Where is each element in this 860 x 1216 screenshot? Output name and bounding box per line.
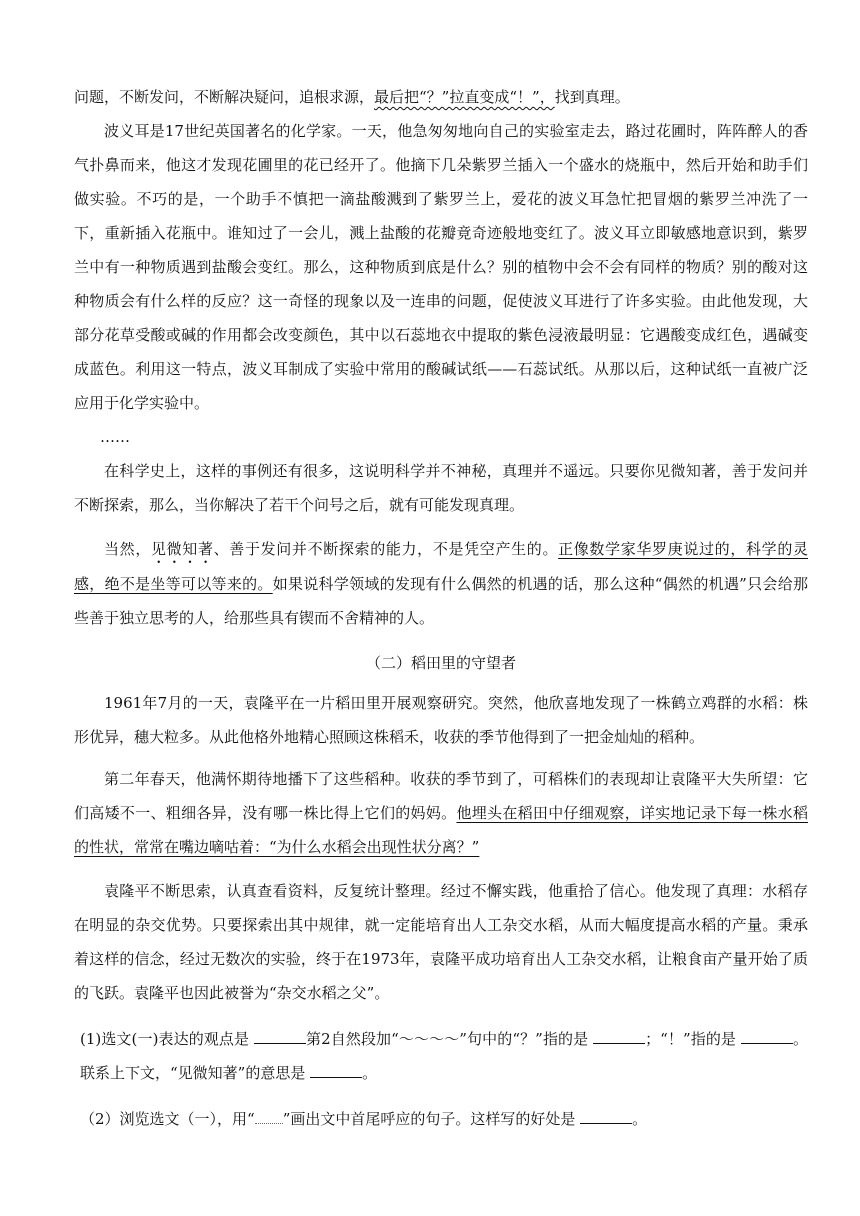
q2-text-c: 。 — [632, 1110, 648, 1128]
q2-text-a: （2）浏览选文（一），用“ — [80, 1110, 255, 1128]
q1-text-c: ；“！”指的是 — [645, 1030, 737, 1048]
paragraph-boyle: 波义耳是17世纪英国著名的化学家。一天，他急匆匆地向自己的实验室走去，路过花圃时，阵阵醉人的香气扑鼻而来，他这才发现花圃里的花已经开了。他摘下几朵紫罗兰插入一个盛水的烧瓶中，然后开始和助手们做实验。不巧的是，一个助手不慎把一滴盐酸溅到了紫罗兰上，爱花的波义耳急忙把冒烟的紫罗兰冲洗了一下，重新插入花瓶中。谁知过了一会儿，溅上盐酸的花瓣竟奇迹般地变红了。波义耳立即敏感地意识到，紫罗兰中有一种物质遇到盐酸会变红。那么，这种物质到底是什么？别的植物中会不会有同样的物质？别的酸对这种物质会有什么样的反应？这一奇怪的现象以及一连串的问题，促使波义耳进行了许多实验。由此他发现，大部分花草受酸或碱的作用都会改变颜色，其中以石蕊地衣中提取的紫色浸液最明显：它遇酸变成红色，遇碱变成蓝色。利用这一特点，波义耳制成了实验中常用的酸碱试纸——石蕊试纸。从那以后，这种试纸一直被广泛应用于化学实验中。 — [74, 122, 808, 412]
q1-text-b: 第2自然段加“～～～～”句中的“？”指的是 — [305, 1030, 589, 1048]
dotted-line-mark — [255, 1111, 283, 1124]
p6-text-a: 第二年春天，他满怀期待地播下了这些稻种。收获的季节到了，可稻株们的表现却让袁隆平大失所望：它们高矮不一、粗细各异，没有哪一株比得上它们的妈妈。 — [74, 770, 808, 822]
p1-wavy-underlined: 最后把“？”拉直变成“！”， — [374, 88, 555, 106]
p1-text-a: 问题，不断发问，不断解决疑问，追根求源， — [74, 88, 375, 106]
p4-text-e: 如果说科学领域的发现有什么偶然的机遇的话，那么这种“偶然的机遇”只会给那些善于独立思考的人，给那些具有锲而不舍精神的人。 — [74, 575, 808, 627]
q2-text-b: ”画出文中首尾呼应的句子。这样写的好处是 — [282, 1110, 576, 1128]
answer-blank[interactable] — [310, 1063, 362, 1078]
answer-blank[interactable] — [593, 1029, 645, 1044]
q1-text-d: 。联系上下文，“见微知著”的意思是 — [80, 1030, 808, 1082]
paragraph-yuan-3: 袁隆平不断思索，认真查看资料，反复统计整理。经过不懈实践，他重拾了信心。他发现了真理：水稻存在明显的杂交优势。只要探索出其中规律，就一定能培育出人工杂交水稻，从而大幅度提高水稻的产量。秉承着这样的信念，经过无数次的实验，终于在1973年，袁隆平成功培育出人工杂交水稻，让粮食亩产量开始了质的飞跃。袁隆平也因此被誉为“杂交水稻之父”。 — [74, 882, 808, 1002]
answer-blank[interactable] — [254, 1029, 306, 1044]
question-2 — [80, 1102, 808, 1136]
answer-blank[interactable] — [741, 1029, 793, 1044]
section-title: （二）稻田里的守望者 — [365, 654, 516, 672]
q1-text-e: 。 — [362, 1064, 378, 1082]
p4-text-c: 、善于发问并不断探索的能力，不是凭空产生的。 — [213, 540, 559, 558]
ellipsis: …… — [100, 428, 130, 446]
p1-text-c: 找到真理。 — [554, 88, 630, 106]
paragraph-yuan-1: 1961年7月的一天，袁隆平在一片稻田里开展观察研究。突然，他欣喜地发现了一株鹤立鸡群的水稻：株形优异，穗大粒多。从此他格外地精心照顾这株稻禾，收获的季节他得到了一把金灿灿的稻种。 — [74, 694, 808, 746]
p6-underlined: 他埋头在稻田中仔细观察，详实地记录下每一株水稻的性状，常常在嘴边嘀咕着：“为什么水稻会出现性状分离？” — [74, 804, 808, 856]
answer-blank[interactable] — [580, 1109, 632, 1124]
paragraph-yuan-2 — [74, 762, 808, 864]
q1-text-a: (1)选文(一)表达的观点是 — [80, 1030, 250, 1048]
paragraph-conclusion — [74, 532, 808, 635]
p4-underlined-quote: 正像数学家华罗庚说过的，科学的灵感，绝不是坐等可以等来的。 — [74, 540, 808, 593]
paragraph-science-history: 在科学史上，这样的事例还有很多，这说明科学并不神秘，真理并不遥远。只要你见微知著，善于发问并不断探索，那么，当你解决了若干个问号之后，就有可能发现真理。 — [74, 462, 808, 514]
p4-text-a: 当然， — [104, 540, 151, 558]
p4-dotted-term: 见微知著 — [150, 540, 214, 558]
paragraph-1 — [74, 80, 808, 114]
question-1 — [80, 1022, 808, 1090]
